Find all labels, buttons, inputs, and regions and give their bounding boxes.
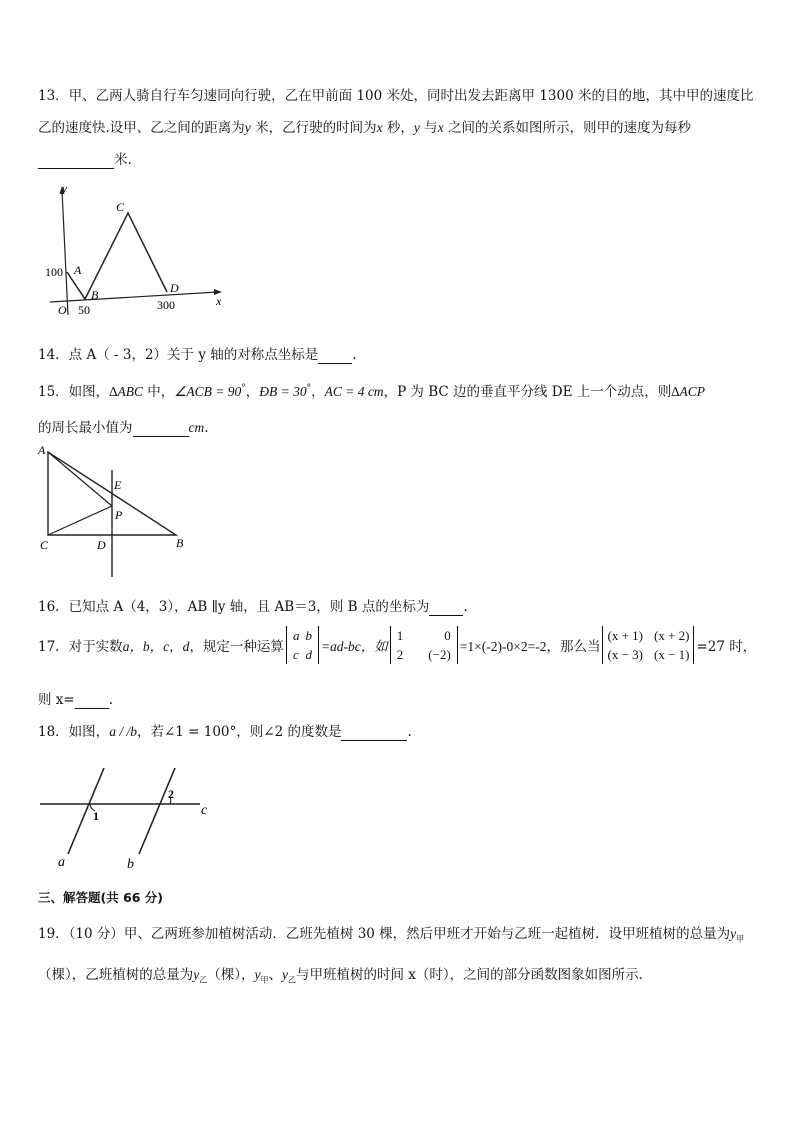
q13-var-y: y bbox=[244, 120, 251, 135]
q18-lead: 18．如图， bbox=[38, 724, 110, 740]
q19-y-yi-2: y bbox=[282, 967, 288, 982]
q13-line2b: 米，乙行驶的时间为 bbox=[250, 120, 377, 136]
q17-rule: ，规定一种运算 bbox=[189, 639, 284, 655]
q13-label-origin: O bbox=[58, 303, 67, 317]
q18 bbox=[38, 720, 412, 741]
q17-line2 bbox=[38, 688, 113, 709]
q15-label-B: B bbox=[176, 536, 184, 550]
q13-var-x: x bbox=[376, 120, 383, 135]
q13-label-x: x bbox=[216, 294, 222, 308]
q19-y-jia-2: y bbox=[254, 967, 261, 982]
det2-11: 1 bbox=[396, 628, 404, 643]
q15-mid: 中， bbox=[142, 384, 175, 400]
q19-sub-jia-2: 甲 bbox=[260, 975, 269, 985]
q13-label-C: C bbox=[116, 200, 125, 214]
q18-label-1: 1 bbox=[93, 809, 99, 823]
det3-22: (x − 1) bbox=[653, 647, 690, 662]
q18-figure bbox=[34, 762, 224, 874]
q18-label-c: c bbox=[201, 803, 208, 818]
det3-11: (x + 1) bbox=[607, 628, 643, 643]
q15-line2-text: 的周长最小值为 bbox=[38, 420, 133, 436]
q18-condition: ，若∠1 = 100°，则∠2 的度数是 bbox=[136, 724, 342, 740]
q18-tail: . bbox=[407, 724, 412, 740]
det3-21: (x − 3) bbox=[607, 647, 643, 662]
q13-label-50: 50 bbox=[78, 303, 90, 317]
q13-line2 bbox=[38, 116, 691, 136]
det2-22: (−2) bbox=[428, 647, 451, 662]
q17-lead: 17．对于实数 bbox=[38, 639, 123, 655]
q15-p-text: P 为 BC 边的垂直平分线 DE 上一个动点，则 bbox=[397, 384, 672, 400]
q13-var-x2: x bbox=[437, 120, 444, 135]
det1-b: b bbox=[305, 628, 312, 643]
q17-determinant-abcd bbox=[286, 626, 319, 664]
q15-segment-ap bbox=[48, 452, 112, 506]
q13-label-A: A bbox=[74, 263, 82, 277]
q14-tail: . bbox=[352, 347, 357, 363]
q13-line2e: 之间的关系如图所示，则甲的速度为每秒 bbox=[443, 120, 691, 136]
q17-answer-blank[interactable] bbox=[75, 692, 109, 709]
q19-line2a: （棵），乙班植树的总量为 bbox=[38, 967, 194, 983]
q17-determinant-example bbox=[390, 626, 458, 664]
q15-ac: AC = 4 cm bbox=[324, 384, 384, 399]
det1-d: d bbox=[305, 647, 312, 662]
q15-deg1: ° bbox=[241, 383, 246, 394]
q13-line3 bbox=[38, 148, 132, 169]
q16-text: 16．已知点 A（4，3），AB ∥y 轴，且 AB＝3，则 B 点的坐标为 bbox=[38, 599, 430, 615]
q13-line2d: 与 bbox=[419, 120, 438, 136]
q17-eq2: =1×(-2)-0×2=-2，那么当 bbox=[459, 639, 601, 654]
q18-line-b bbox=[139, 768, 175, 854]
q19-line2d: 与甲班植树的时间 x（时），之间的部分函数图象如图所示． bbox=[296, 967, 653, 983]
q14-answer-blank[interactable] bbox=[318, 347, 352, 364]
q15-angle-b: ÐB = 30 bbox=[259, 384, 307, 399]
q13-graph bbox=[40, 180, 240, 320]
q17-tail: . bbox=[108, 692, 114, 708]
q13-label-100: 100 bbox=[45, 265, 63, 279]
q15-lead: 15．如图， bbox=[38, 384, 110, 400]
q15-deg2: ° bbox=[306, 383, 312, 394]
q16 bbox=[38, 595, 468, 616]
q15-triangle: ∆ABC bbox=[109, 384, 143, 399]
q13-x-axis bbox=[50, 292, 218, 302]
q13-graph-line bbox=[67, 213, 167, 299]
q15-unit: cm bbox=[188, 420, 205, 435]
q19-line1-text: 19．（10 分）甲、乙两班参加植树活动．乙班先植树 30 棵，然后甲班才开始与乙班一起植树．设甲班植树的总量为 bbox=[38, 926, 731, 942]
q15-label-D: D bbox=[97, 538, 106, 552]
q13-tail: 米. bbox=[114, 152, 132, 168]
q18-label-2: 2 bbox=[168, 787, 174, 801]
det2-12: 0 bbox=[444, 628, 451, 643]
q19-line1 bbox=[38, 922, 744, 945]
q13-label-B: B bbox=[91, 288, 99, 302]
q14-text: 14．点 A（ - 3，2）关于 y 轴的对称点坐标是 bbox=[38, 347, 319, 363]
q13-label-D: D bbox=[170, 281, 179, 295]
q15-label-C: C bbox=[40, 538, 49, 552]
q13-line2-text: 乙的速度快.设甲、乙之间的距离为 bbox=[38, 120, 245, 136]
q19-sub-yi: 乙 bbox=[199, 975, 208, 985]
q13-var-y2: y bbox=[413, 120, 420, 135]
q19-sub-yi-2: 乙 bbox=[288, 975, 296, 985]
q17-line2-text: 则 x= bbox=[38, 692, 75, 708]
q17-vars: a，b，c，d bbox=[122, 639, 190, 654]
q19-line2b: （棵）， bbox=[207, 967, 255, 983]
det3-12: (x + 2) bbox=[653, 628, 690, 643]
q15-answer-blank[interactable] bbox=[133, 420, 189, 437]
q15-figure bbox=[34, 440, 194, 580]
q19-y-jia: y bbox=[730, 926, 737, 941]
q13-line2c: 秒， bbox=[382, 120, 414, 136]
q13-y-axis bbox=[62, 190, 68, 315]
q17-line1 bbox=[38, 626, 756, 664]
q16-tail: . bbox=[463, 599, 468, 615]
q17-determinant-x bbox=[602, 626, 694, 664]
q18-label-a: a bbox=[58, 855, 65, 870]
q19-line2c: 、 bbox=[268, 967, 282, 983]
q16-answer-blank[interactable] bbox=[429, 599, 463, 616]
q15-label-E: E bbox=[114, 478, 122, 492]
q19-y-yi: y bbox=[193, 967, 200, 982]
q15-triangle-acp: ∆ACP bbox=[671, 384, 706, 399]
q18-label-b: b bbox=[127, 857, 134, 872]
q15-tail: . bbox=[204, 420, 209, 436]
q15-angle-acb: ∠ACB = 90 bbox=[174, 384, 242, 399]
q15-line1: 15．如图，∆ABC 中，∠ACB = 90°，ÐB = 30°，AC = 4 cm，P 为 BC 边的垂直平分线 DE 上一个动点，则∆ACP bbox=[38, 383, 706, 400]
det1-a: a bbox=[292, 628, 300, 643]
q19-line2 bbox=[38, 963, 652, 986]
q18-parallel: a / /b bbox=[109, 724, 137, 739]
q13-answer-blank[interactable] bbox=[38, 152, 114, 169]
q18-answer-blank[interactable] bbox=[341, 724, 407, 741]
section-3-heading: 三、解答题(共 66 分) bbox=[38, 890, 164, 905]
q15-label-A: A bbox=[38, 443, 46, 457]
q17-eq3: =27 时， bbox=[696, 639, 757, 655]
q15-line2 bbox=[38, 416, 209, 437]
q13-label-y: y bbox=[62, 183, 67, 195]
q14 bbox=[38, 343, 357, 364]
q17-eq1: =ad-bc，如 bbox=[320, 639, 388, 654]
det1-c: c bbox=[292, 647, 299, 662]
det2-21: 2 bbox=[396, 647, 404, 662]
q15-segment-cp bbox=[48, 506, 112, 535]
q13-line1: 13．甲、乙两人骑自行车匀速同向行驶，乙在甲前面 100 米处，同时出发去距离甲 1300 米的目的地，其中甲的速度比 bbox=[38, 88, 754, 104]
q19-sub-jia: 甲 bbox=[736, 934, 745, 944]
q15-label-P: P bbox=[115, 508, 123, 522]
q13-label-300: 300 bbox=[157, 298, 175, 312]
